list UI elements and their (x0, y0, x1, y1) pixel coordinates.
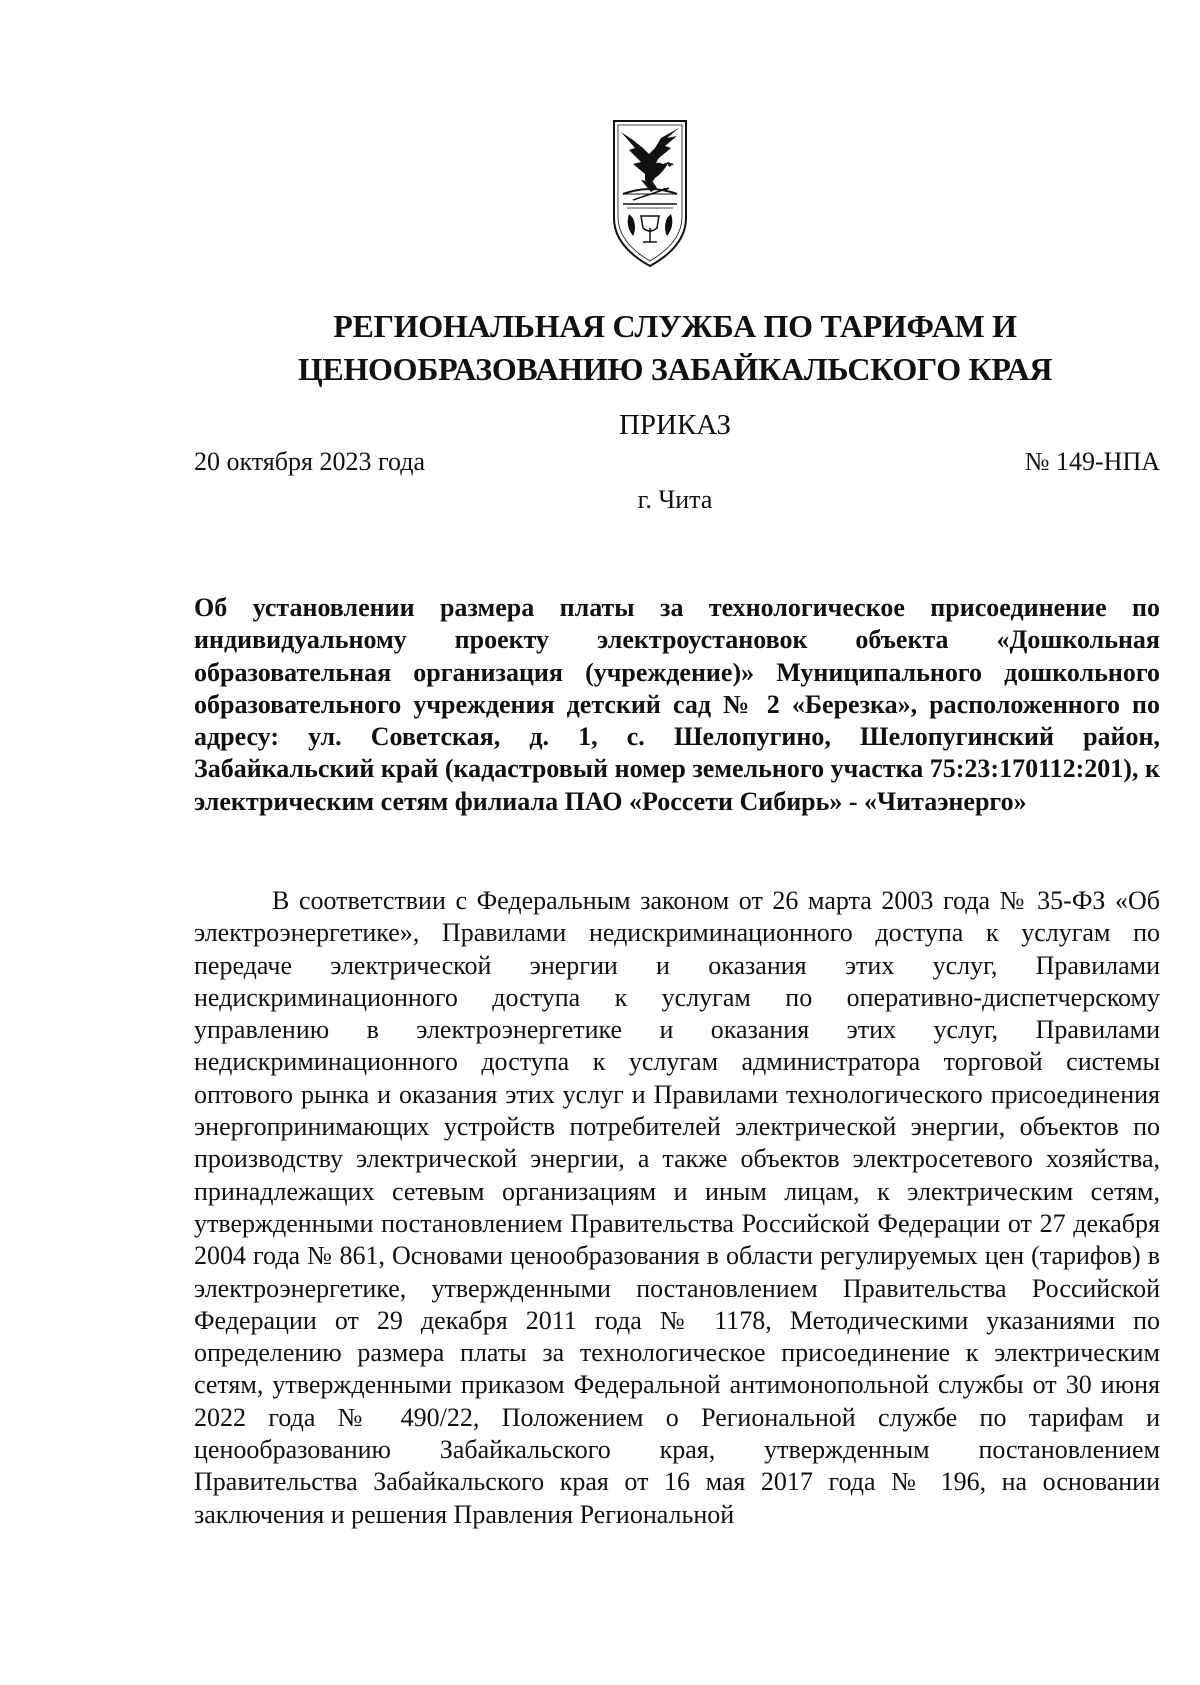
document-body-paragraph: В соответствии с Федеральным законом от 26 марта 2003 года № 35-ФЗ «Об электроэнергетике», Правилами недискриминационного доступа к услугам по передаче электрической энергии и оказания этих услуг, Правилами недискриминационного доступа к услугам по оперативно-диспетчерскому управлению в электроэнергетике и оказания этих услуг, Правилами недискриминационного доступа к услугам администратора торговой системы оптового рынка и оказания этих услуг и Правилами технологического присоединения энергопринимающих устройств потребителей электрической энергии, объектов по производству электрической энергии, а также объектов электросетевого хозяйства, принадлежащих сетевым организациям и иным лицам, к электрическим сетям, утвержденными постановлением Правительства Российской Федерации от 27 декабря 2004 года № 861, Основами ценообразования в области регулируемых цен (тарифов) в электроэнергетике, утвержденными постановлением Правительства Российской Федерации от 29 декабря 2011 года № 1178, Методическими указаниями по определению размера платы за технологическое присоединение к электрическим сетям, утвержденными приказом Федеральной антимонопольной службы от 30 июня 2022 года № 490/22, Положением о Региональной службе по тарифам и ценообразованию Забайкальского края, утвержденным постановлением Правительства Забайкальского края от 16 мая 2017 года № 196, на основании заключения и решения Правления Региональной (194, 886, 1160, 1529)
document-city: г. Чита (637, 485, 713, 514)
document-number: № 149-НПА (1024, 447, 1160, 476)
document-subject: Об установлении размера платы за технологическое присоединение по индивидуальному проекту электроустановок объекта «Дошкольная образовательная организация (учреждение)» Муниципального дошкольного образовательного учреждения детский сад № 2 «Березка», расположенного по адресу: ул. Советская, д. 1, с. Шелопугино, Шелопугинский район, Забайкальский край (кадастровый номер земельного участка 75:23:170112:201), к электрическим сетям филиала ПАО «Россети Сибирь» - «Читаэнерго» (194, 593, 1160, 816)
document-date: 20 октября 2023 года (194, 447, 425, 476)
coat-of-arms-icon (611, 118, 689, 270)
organization-title-line-1: РЕГИОНАЛЬНАЯ СЛУЖБА ПО ТАРИФАМ И (333, 308, 1017, 344)
organization-title-line-2: ЦЕНООБРАЗОВАНИЮ ЗАБАЙКАЛЬСКОГО КРАЯ (297, 351, 1053, 387)
organization-title (180, 305, 1170, 391)
document-type: ПРИКАЗ (618, 409, 732, 441)
